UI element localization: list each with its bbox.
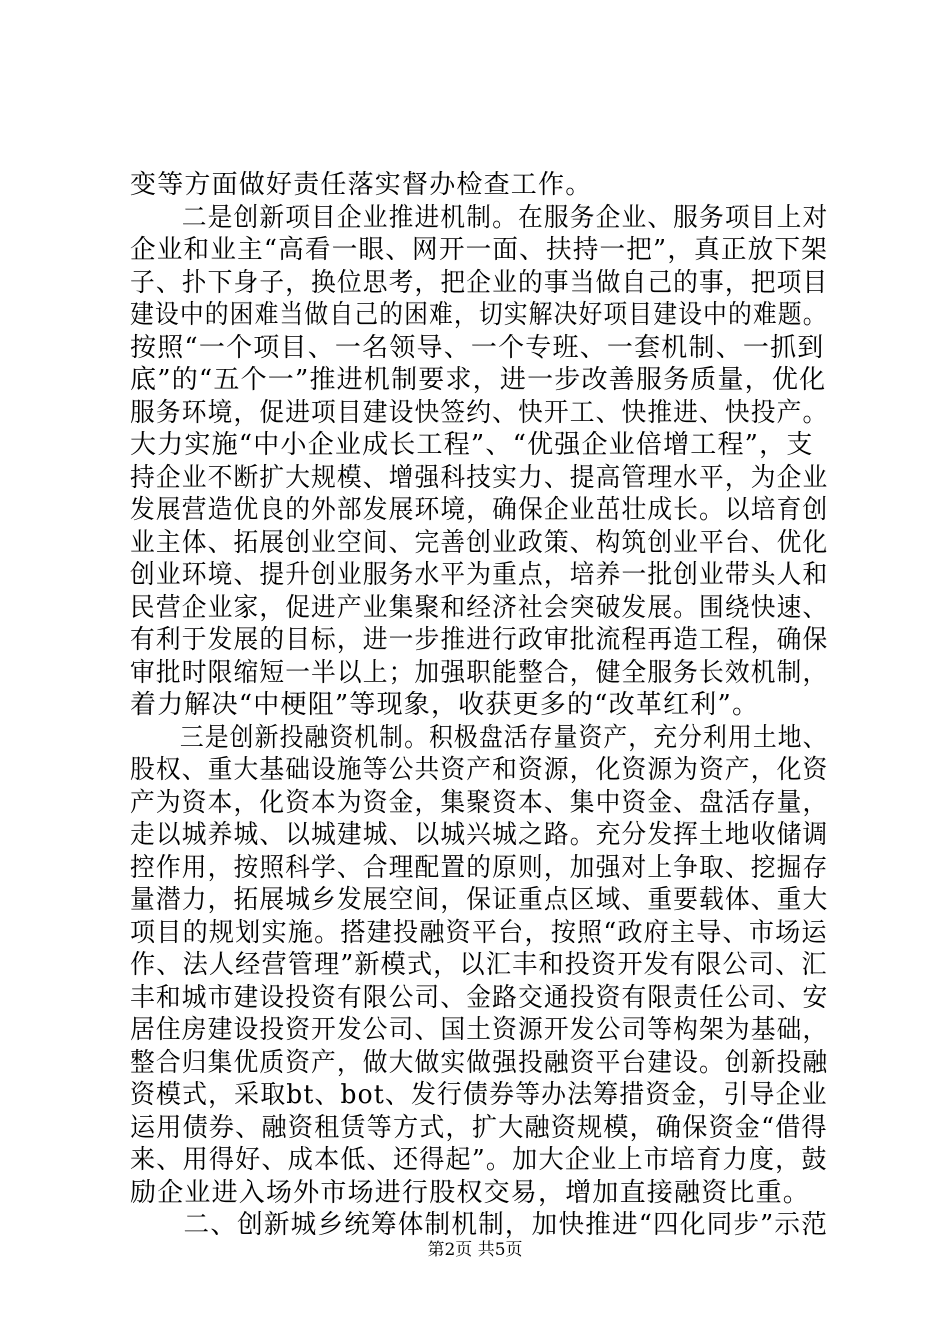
text-line: 量潜力，拓展城乡发展空间，保证重点区域、重要载体、重大 <box>130 885 829 915</box>
text-line: 子、扑下身子，换位思考，把企业的事当做自己的事，把项目 <box>130 267 829 298</box>
text-line: 三是创新投融资机制。积极盘活存量资产，充分利用土地、 <box>130 722 828 753</box>
text-line: 着力解决“中梗阻”等现象，收获更多的“改革红利”。 <box>130 690 760 720</box>
text-line: 走以城养城、以城建城、以城兴城之路。充分发挥土地收储调 <box>130 820 829 850</box>
text-line: 来、用得好、成本低、还得起”。加大企业上市培育力度，鼓 <box>130 1145 828 1175</box>
text-line: 按照“一个项目、一名领导、一个专班、一套机制、一抓到 <box>130 332 825 363</box>
text-line: 丰和城市建设投资有限公司、金路交通投资有限责任公司、安 <box>130 982 829 1013</box>
text-line: 业主体、拓展创业空间、完善创业政策、构筑创业平台、优化 <box>130 527 829 558</box>
page-number-footer: 第2页 共5页 <box>427 1240 523 1260</box>
text-line: 二是创新项目企业推进机制。在服务企业、服务项目上对 <box>130 202 829 233</box>
text-line: 资模式，采取bt、bot、发行债券等办法筹措资金，引导企业 <box>130 1080 828 1110</box>
text-line: 创业环境、提升创业服务水平为重点，培养一批创业带头人和 <box>130 560 829 590</box>
text-line: 企业和业主“高看一眼、网开一面、扶持一把”，真正放下架 <box>130 235 828 265</box>
text-line: 发展营造优良的外部发展环境，确保企业茁壮成长。以培育创 <box>130 495 829 525</box>
text-line: 审批时限缩短一半以上；加强职能整合，健全服务长效机制， <box>130 657 829 688</box>
text-line: 民营企业家，促进产业集聚和经济社会突破发展。围绕快速、 <box>130 592 829 623</box>
text-line: 底”的“五个一”推进机制要求，进一步改善服务质量，优化 <box>130 365 827 395</box>
text-line: 运用债券、融资租赁等方式，扩大融资规模，确保资金“借得 <box>130 1112 828 1143</box>
text-line: 有利于发展的目标，进一步推进行政审批流程再造工程，确保 <box>130 625 829 655</box>
text-line: 服务环境，促进项目建设快签约、快开工、快推进、快投产。 <box>130 397 829 428</box>
text-line: 励企业进入场外市场进行股权交易，增加直接融资比重。 <box>130 1177 811 1208</box>
text-line: 产为资本，化资本为资金，集聚资本、集中资金、盘活存量， <box>130 787 829 818</box>
text-line: 整合归集优质资产，做大做实做强投融资平台建设。创新投融 <box>130 1047 829 1078</box>
text-line: 建设中的困难当做自己的困难，切实解决好项目建设中的难题。 <box>130 300 828 330</box>
text-line: 持企业不断扩大规模、增强科技实力、提高管理水平，为企业 <box>130 462 829 493</box>
text-line: 项目的规划实施。搭建投融资平台，按照“政府主导、市场运 <box>130 917 828 948</box>
text-line: 变等方面做好责任落实督办检查工作。 <box>130 170 593 200</box>
text-line: 股权、重大基础设施等公共资产和资源，化资源为资产，化资 <box>130 755 829 785</box>
text-line: 大力实施“中小企业成长工程”、“优强企业倍增工程”，支 <box>130 430 814 460</box>
text-line: 二、创新城乡统筹体制机制，加快推进“四化同步”示范 <box>130 1210 828 1240</box>
text-line: 控作用，按照科学、合理配置的原则，加强对上争取、挖掘存 <box>130 852 829 883</box>
text-line: 作、法人经营管理”新模式，以汇丰和投资开发有限公司、汇 <box>130 950 828 980</box>
text-line: 居住房建设投资开发公司、国土资源开发公司等构架为基础， <box>130 1015 829 1045</box>
